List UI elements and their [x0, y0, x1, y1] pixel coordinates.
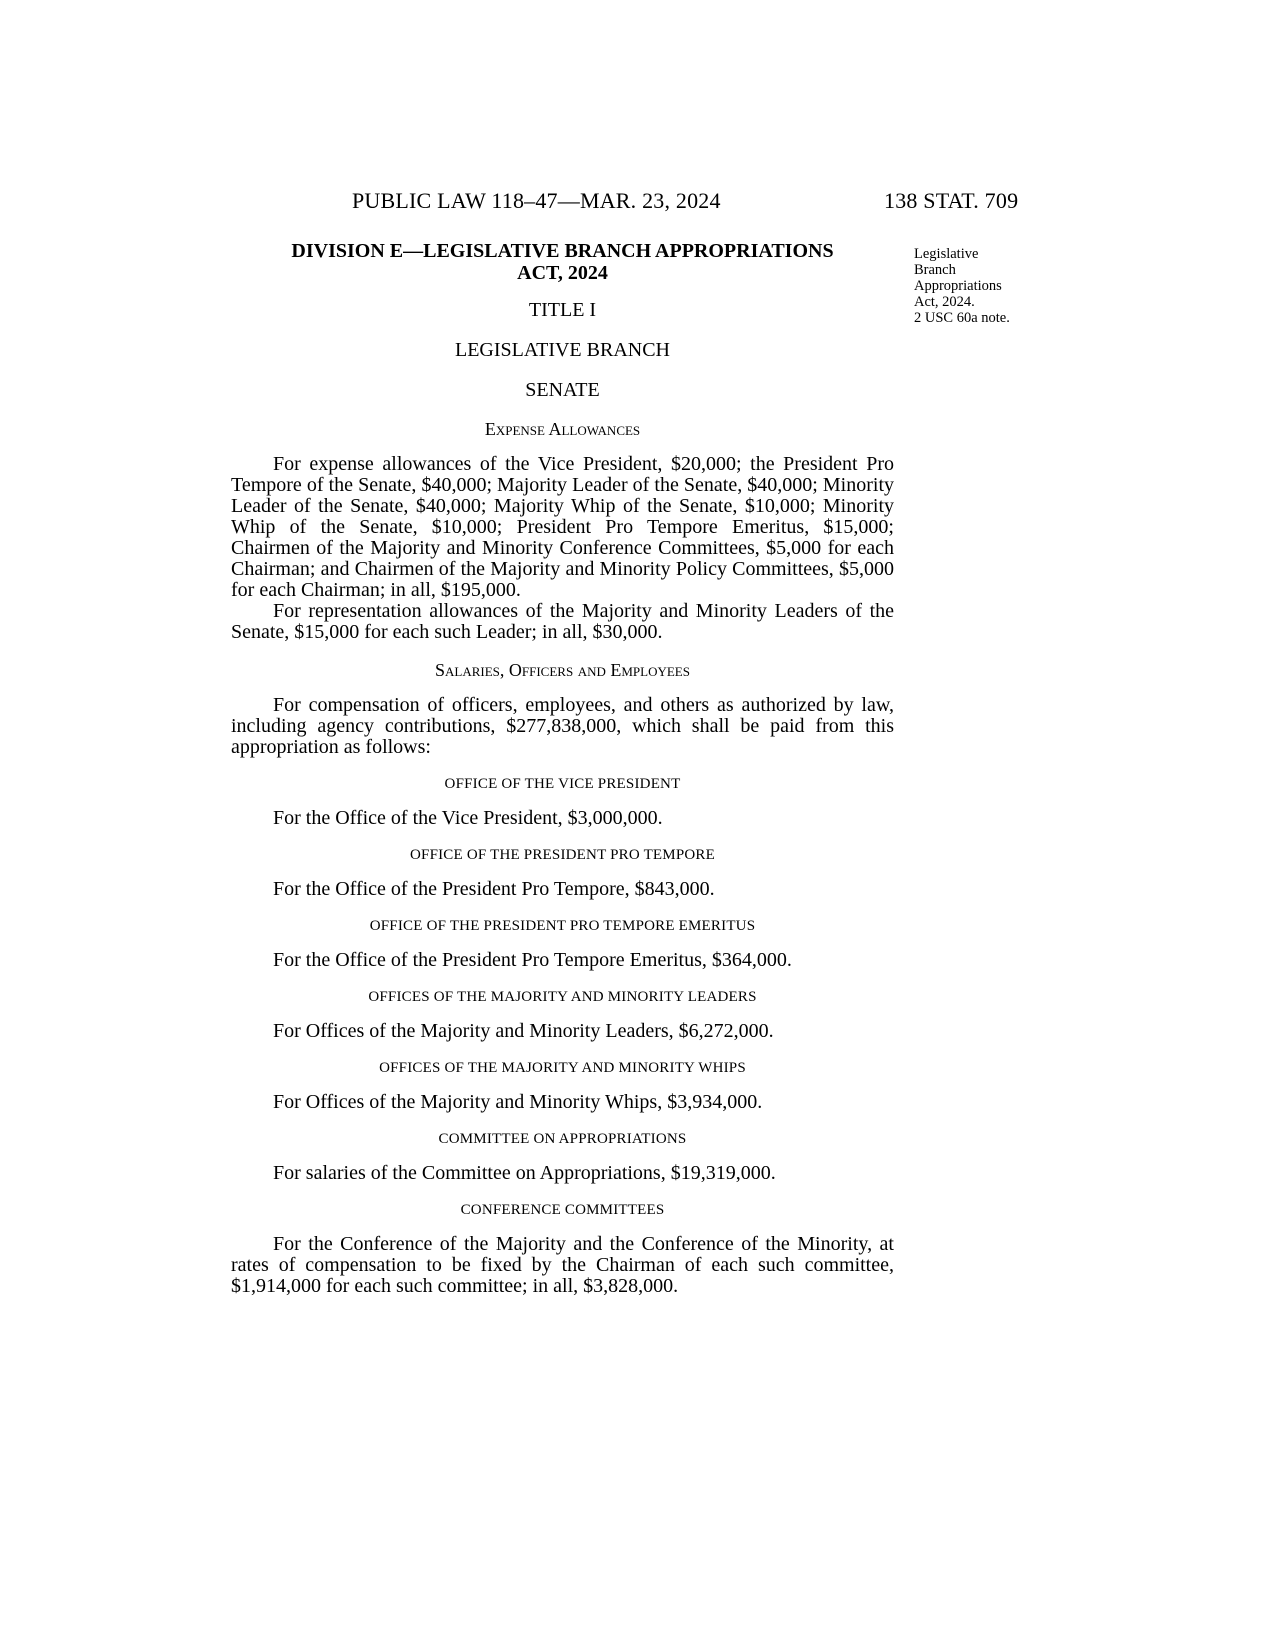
division-title — [231, 240, 894, 284]
margin-note-line: Appropriations — [914, 278, 1002, 294]
margin-note — [914, 246, 1064, 326]
running-head-citation: PUBLIC LAW 118–47—MAR. 23, 2024 — [352, 188, 721, 213]
paragraph-committee-appropriations: For salaries of the Committee on Appropriations, $19,319,000. — [273, 1162, 776, 1184]
section-heading-salaries — [231, 659, 894, 681]
margin-note-line: Branch — [914, 262, 956, 278]
heading-pro-tempore-emeritus: OFFICE OF THE PRESIDENT PRO TEMPORE EMERITUS — [369, 918, 756, 934]
paragraph-pro-tempore-emeritus: For the Office of the President Pro Tempore Emeritus, $364,000. — [273, 949, 792, 971]
margin-note-line: Act, 2024. — [914, 294, 975, 310]
paragraph-salaries: For compensation of officers, employees, and others as authorized by law, including agency contributions, $277,838,000, which shall be paid from this appropriation as follows: — [231, 694, 894, 758]
paragraph-majority-minority-whips: For Offices of the Majority and Minority Whips, $3,934,000. — [273, 1091, 763, 1113]
paragraph-pro-tempore: For the Office of the President Pro Tempore, $843,000. — [273, 878, 715, 900]
paragraph-conference-committees: For the Conference of the Majority and the Conference of the Minority, at rates of compensation to be fixed by the Chairman of each such committee, $1,914,000 for each such committee; in all, $3,828,000. — [231, 1233, 894, 1297]
paragraph-representation-allowances: For representation allowances of the Majority and Minority Leaders of the Senate, $15,000 for each such Leader; in all, $30,000. — [231, 600, 894, 643]
main-column — [231, 240, 894, 1313]
heading-committee-appropriations: COMMITTEE ON APPROPRIATIONS — [438, 1131, 687, 1147]
heading-majority-minority-leaders: OFFICES OF THE MAJORITY AND MINORITY LEADERS — [368, 989, 757, 1005]
margin-note-line: 2 USC 60a note. — [914, 310, 1010, 326]
section-heading-expense — [231, 418, 894, 440]
margin-note-line: Legislative — [914, 246, 979, 262]
chamber-heading: SENATE — [525, 379, 600, 401]
heading-pro-tempore: OFFICE OF THE PRESIDENT PRO TEMPORE — [410, 847, 715, 863]
heading-conference-committees: CONFERENCE COMMITTEES — [460, 1202, 665, 1218]
section-heading-salaries-text: Salaries, Officers and Employees — [435, 660, 690, 680]
paragraph-expense-allowances: For expense allowances of the Vice President, $20,000; the President Pro Tempore of the Senate, $40,000; Majority Leader of the Senate, $40,000; Minority Leader of the Senate, $40,000; Majority Whip of the Senate, $10,000; Minority Whip of the Senate, $10,000; President Pro Tempore Emeritus, $15,000; Chairmen of the Majority and Minority Conference Committees, $5,000 for each Chairman; and Chairmen of the Majority and Minority Policy Committees, $5,000 for each Chairman; in all, $195,000. — [231, 453, 894, 601]
division-title-line2: ACT, 2024 — [517, 262, 608, 284]
page-number: 138 STAT. 709 — [884, 188, 1019, 213]
branch-heading: LEGISLATIVE BRANCH — [455, 339, 670, 361]
heading-majority-minority-whips: OFFICES OF THE MAJORITY AND MINORITY WHIPS — [379, 1060, 746, 1076]
section-heading-expense-text: Expense Allowances — [484, 419, 641, 439]
paragraph-majority-minority-leaders: For Offices of the Majority and Minority Leaders, $6,272,000. — [273, 1020, 774, 1042]
division-title-line1: DIVISION E—LEGISLATIVE BRANCH APPROPRIATIONS — [291, 240, 834, 262]
heading-vice-president: OFFICE OF THE VICE PRESIDENT — [444, 776, 681, 792]
title-heading: TITLE I — [528, 299, 597, 321]
paragraph-vice-president: For the Office of the Vice President, $3,000,000. — [273, 807, 663, 829]
